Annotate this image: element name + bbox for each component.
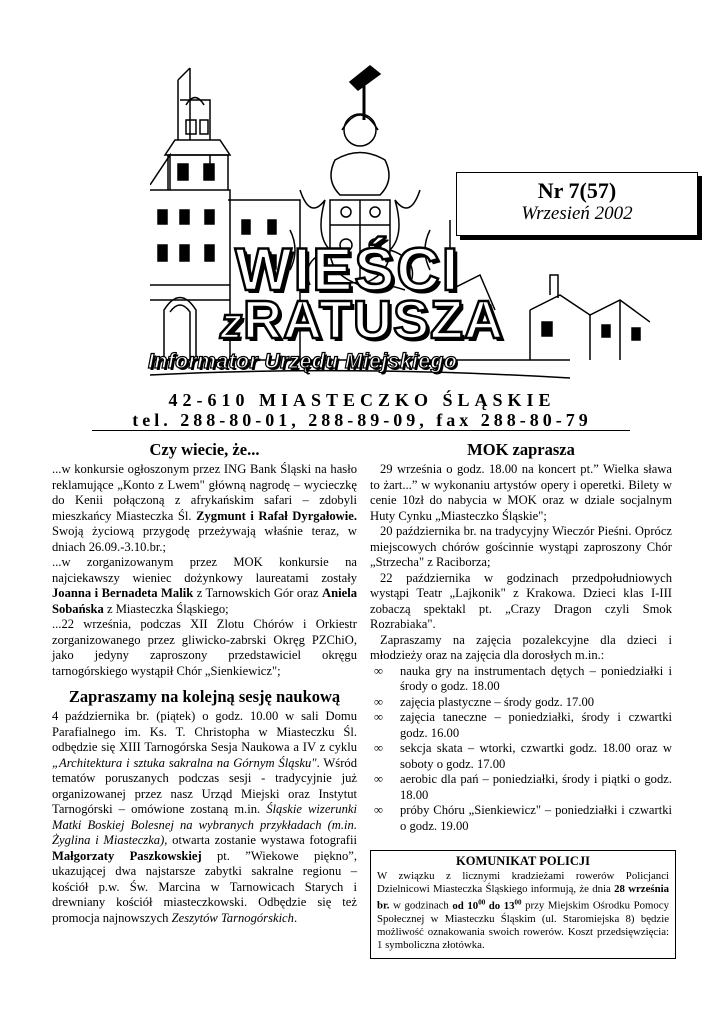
text: próby Chóru „Sienkiewicz" – poniedziałki i czwartki o godz. 19.00: [400, 803, 672, 833]
police-notice-text: [377, 870, 669, 952]
list-item: [370, 803, 672, 834]
issue-number: Nr 7(57): [537, 178, 617, 203]
text: zajęcia taneczne – poniedziałki, środy i czwartki godz. 16.00: [400, 710, 672, 740]
notice-date: 28 września br.: [377, 883, 669, 912]
sesja-heading: Zapraszamy na kolejną sesję naukową: [68, 687, 341, 706]
masthead-subtitle: Informator Urzędu Miejskiego: [148, 350, 458, 373]
czy-wiecie-item-2: [52, 555, 357, 617]
list-item: [370, 695, 672, 711]
text: do 13: [485, 899, 515, 912]
winner-names: Zygmunt i Rafał Dyrgałowie.: [196, 508, 358, 523]
masthead-title-ratusza: RATUSZA: [243, 290, 504, 350]
mok-paragraph-3: 22 października w godzinach przedpołudniowych wystąpi Teatr „Lajkonik" z Krakowa. Dzieci klas I-III zobaczą spektakl pt. „Crazy Dragon czyli Smok Rozrabiaka".: [370, 570, 672, 631]
text: pt. ”Wiekowe piękno”, ukazującej dwa najstarsze zabytki sakralne regionu – kościół p.w. Św. Marcina w Tarnowicach Starych i drewniany kościół miasteczkowski. Odbędzie się też promocja najnowszych: [52, 848, 357, 925]
infinity-bullet-icon: ∞: [374, 694, 383, 709]
czy-wiecie-item-3: ...22 września, podczas XII Zlotu Chórów i Orkiestr zorganizowanego przez gliwicko-zabrski Okręg PZChiO, jako jedyny zaproszony przedstawiciel okręgu tarnogórskiego wystąpił Chór „Sienkiewicz";: [52, 617, 357, 678]
notice-time: [452, 900, 521, 912]
text: z Miasteczka Śląskiego;: [103, 601, 229, 616]
mok-paragraph-4: Zapraszamy na zajęcia pozalekcyjne dla dzieci i młodzieży oraz na zajęcia dla dorosłych m.in.:: [370, 632, 672, 662]
activities-list: [370, 664, 672, 835]
text: zajęcia plastyczne – środy godz. 17.00: [400, 694, 595, 709]
text: W związku z licznymi kradzieżami rowerów Policjanci Dzielnicowi Miasteczka Śląskiego informują, że dnia: [377, 870, 669, 895]
police-notice-box: [370, 850, 676, 959]
text: Swoją życiową przygodę przeżywają właśnie teraz, w dniach 26.09.-3.10.br.;: [52, 524, 357, 554]
text: sekcja skata – wtorki, czwartki godz. 18.00 oraz w soboty o godz. 17.00: [400, 741, 672, 771]
left-column: [52, 440, 357, 926]
infinity-bullet-icon: ∞: [374, 803, 383, 817]
infinity-bullet-icon: ∞: [374, 663, 383, 678]
infinity-bullet-icon: ∞: [374, 772, 383, 786]
czy-wiecie-heading: Czy wiecie, że...: [149, 440, 260, 459]
infinity-bullet-icon: ∞: [374, 741, 383, 755]
text: ...w konkursie ogłoszonym przez ING Bank Śląski na hasło reklamujące „Konto z Lwem" główną nagrodę – wycieczkę do Kenii połączoną z afrykańskim safari – zdobyli mieszkańcy Miasteczka Śl.: [52, 462, 357, 523]
address-line: 42-610 MIASTECZKO ŚLĄSKIE: [168, 390, 556, 410]
winner-names: Joanna i Bernadeta Malik: [52, 586, 194, 600]
text: aerobic dla pań – poniedziałki, środy i piątki o godz. 18.00: [400, 772, 672, 802]
text: .: [293, 910, 298, 925]
text: 00: [478, 898, 486, 906]
header-divider: [92, 430, 630, 431]
czy-wiecie-item-1: [52, 462, 357, 555]
text: nauka gry na instrumentach dętych – poniedziałki i środy o godz. 18.00: [400, 663, 672, 693]
text: z Tarnowskich Gór oraz: [193, 586, 323, 600]
issue-date: Wrzesień 2002: [521, 203, 633, 224]
list-item: [370, 664, 672, 695]
police-notice-heading: KOMUNIKAT POLICJI: [456, 854, 590, 868]
masthead-title-z: z: [220, 299, 243, 348]
mok-heading: MOK zaprasza: [467, 440, 575, 459]
right-column: [370, 440, 672, 834]
publication-title: Zeszytów Tarnogórskich: [171, 910, 294, 925]
infinity-bullet-icon: ∞: [374, 710, 383, 724]
list-item: [370, 741, 672, 772]
text: ...w zorganizowanym przez MOK konkursie na najciekawszy wieniec dożynkowy laureatami zostały: [52, 555, 357, 585]
text: od 10: [452, 899, 479, 912]
mok-paragraph-1: 29 września o godz. 18.00 na koncert pt.” Wielka sława to żart...” w wykonaniu artystów opery i operetki. Bilety w cenie 10zł do nabycia w MOK oraz w dziale socjalnym Huty Cynku „Miasteczko Śląskie";: [370, 462, 672, 523]
list-item: [370, 710, 672, 741]
list-item: [370, 772, 672, 803]
text: 00: [514, 898, 522, 906]
masthead-title-line1: WIEŚCI: [235, 236, 461, 303]
issue-box: [456, 172, 698, 236]
series-title: „Architektura i sztuka sakralna na Górnym Śląsku": [52, 755, 317, 770]
text: otwarta zostanie wystawa fotografii: [167, 833, 357, 847]
sesja-paragraph: [52, 709, 357, 926]
masthead-title-line2: [220, 292, 504, 352]
winner-names: Aniela Sobańska: [52, 586, 357, 616]
topic-title: Śląskie wizerunki Matki Boskiej Bolesnej na wybranych przykładach (m.in. Żyglina i Miasteczka),: [52, 802, 357, 847]
text: w godzinach: [389, 899, 453, 912]
mok-paragraph-2: 20 października br. na tradycyjny Wieczór Pieśni. Oprócz miejscowych chórów gościnnie wystąpi zaproszony Chór „Strzecha" z Raciborza;: [370, 524, 672, 569]
text: przy Miejskim Ośrodku Pomocy Społecznej w Miasteczku Śląskim (ul. Staromiejska 8) będzie możliwość oznakowania swoich rowerów. Koszt przedsięwzięcia: 1 symboliczna złotówka.: [377, 899, 669, 951]
phone-line: tel. 288-80-01, 288-89-09, fax 288-80-79: [132, 410, 592, 430]
text: . Wśród tematów poruszanych podczas sesji - tradycyjnie już organizowanej przez nasz Urząd Miejski oraz Instytut Tarnogórski – omówione zostaną m.in.: [52, 755, 357, 816]
text: 4 października br. (piątek) o godz. 10.00 w sali Domu Parafialnego im. Ks. T. Christopha w Miasteczku Śl. odbędzie się XIII Tarnogórska Sesja Naukowa a IV z cyklu: [52, 709, 357, 754]
photographer-name: Małgorzaty Paszkowskiej: [52, 848, 202, 863]
